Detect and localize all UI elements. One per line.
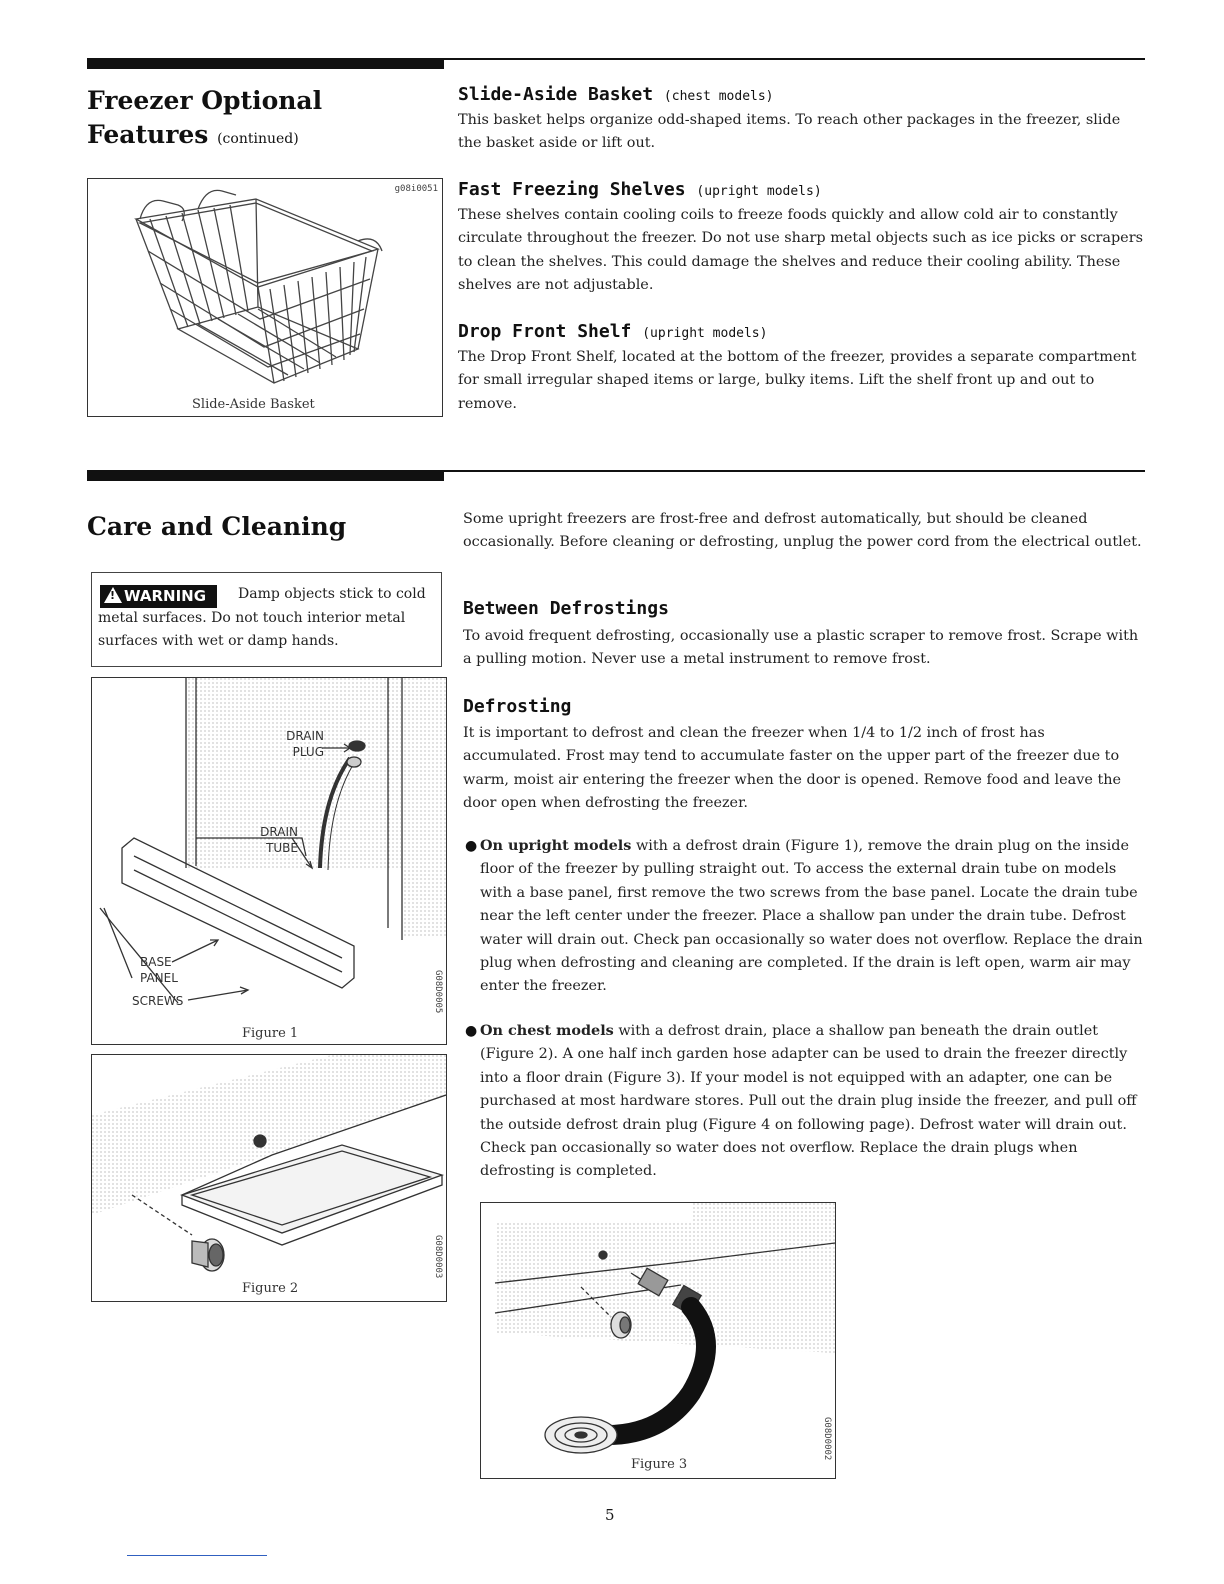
title-suffix: (continued) [217,131,299,147]
figure-3 [480,1202,836,1479]
fast-freezing-body: These shelves contain cooling coils to freeze foods quickly and allow cold air to constantly circulate throughout the freezer. Do not use sharp metal objects such as ice picks or scrapers to clean the shelves. This could damage the shelves and reduce their cooling ability. These shelves are not adjustable. [458,207,1143,294]
between-defrostings-body: To avoid frequent defrosting, occasionally use a plastic scraper to remove frost. Scrape with a pulling motion. Never use a metal instrument to remove frost. [463,628,1139,668]
basket-figure [87,178,443,417]
drop-front-body: The Drop Front Shelf, located at the bottom of the freezer, provides a separate compartment for small irregular shaped items or large, bulky items. Lift the shelf front up and out to remove. [458,349,1137,412]
bullet-chest: On chest models with a defrost drain, place a shallow pan beneath the drain outlet (Figure 2). A one half inch garden hose adapter can be used to drain the freezer directly into a floor drain (Figure 3). If your model is not equipped with an adapter, one can be purchased at most hardware stores. Pull out the drain plug inside the freezer, and pull off the outside defrost drain plug (Figure 4 on following page). Defrost water will drain out. Check pan occasionally so water does not overflow. Replace the drain plugs when defrosting is completed. [480,1022,1137,1180]
figure-caption: Figure 3 [631,1457,688,1472]
figure-code: G08D0003 [433,1235,443,1279]
upright-drain-illustration [92,678,446,1044]
footer-line [127,1555,267,1556]
warning-box [91,572,442,667]
figure-code: G08D0002 [822,1417,832,1461]
section-title-care-cleaning: Care and Cleaning [87,512,347,541]
label-base-panel: BASE PANEL [140,955,178,985]
figure-caption: Slide-Aside Basket [192,397,315,412]
section-rule-thin-top [444,58,1145,60]
basket-illustration [88,179,442,416]
bullet-dot: ● [465,838,478,854]
label-screws: SCREWS [132,994,184,1008]
defrosting-heading: Defrosting [463,696,572,717]
warning-triangle-icon: ! [104,587,122,603]
slide-aside-body: This basket helps organize odd-shaped items. To reach other packages in the freezer, slide the basket aside or lift out. [458,112,1121,152]
slide-aside-heading: Slide-Aside Basket (chest models) [458,84,774,105]
section-rule-thick-care [87,470,444,481]
warning-badge: ! WARNING [100,585,217,608]
hose-adapter-illustration [481,1203,835,1478]
drop-front-heading: Drop Front Shelf (upright models) [458,321,768,342]
warning-text: Damp objects stick to cold metal surfaces. Do not touch interior metal surfaces with wet or damp hands. [98,586,426,649]
figure-caption: Figure 2 [242,1281,299,1296]
section-title-freezer-optional: Freezer Optional Features (continued) [87,86,323,149]
section-rule-thick-top [87,58,444,69]
figure-caption: Figure 1 [242,1026,299,1041]
bullet-upright: On upright models with a defrost drain (Figure 1), remove the drain plug on the inside floor of the freezer by pulling straight out. To access the external drain tube on models with a base panel, first remove the two screws from the base panel. Locate the drain tube near the left center under the freezer. Place a shallow pan under the drain tube. Defrost water will drain out. Check pan occasionally so water does not overflow. Replace the drain plug when defrosting and cleaning are completed. If the drain is left open, warm air may enter the freezer. [480,837,1143,995]
section-rule-thin-care [444,470,1145,472]
page-number: 5 [605,1506,615,1524]
care-intro: Some upright freezers are frost-free and defrost automatically, but should be cleaned occasionally. Before cleaning or defrosting, unplug the power cord from the electrical outlet. [463,511,1142,551]
figure-1 [91,677,447,1045]
bullet-dot: ● [465,1023,478,1039]
figure-code: g08i0051 [394,184,438,194]
label-drain-plug: DRAIN PLUG [286,729,324,759]
figure-code: G08D0005 [433,970,443,1014]
chest-drain-illustration [92,1055,446,1301]
label-drain-tube: DRAIN TUBE [260,825,298,855]
between-defrostings-heading: Between Defrostings [463,598,669,619]
figure-2 [91,1054,447,1302]
defrosting-body: It is important to defrost and clean the freezer when 1/4 to 1/2 inch of frost has accumulated. Frost may tend to accumulate faster on the upper part of the freezer due to warm, moist air entering the freezer when the door is opened. Remove food and leave the door open when defrosting the freezer. [463,725,1122,812]
fast-freezing-heading: Fast Freezing Shelves (upright models) [458,179,822,200]
